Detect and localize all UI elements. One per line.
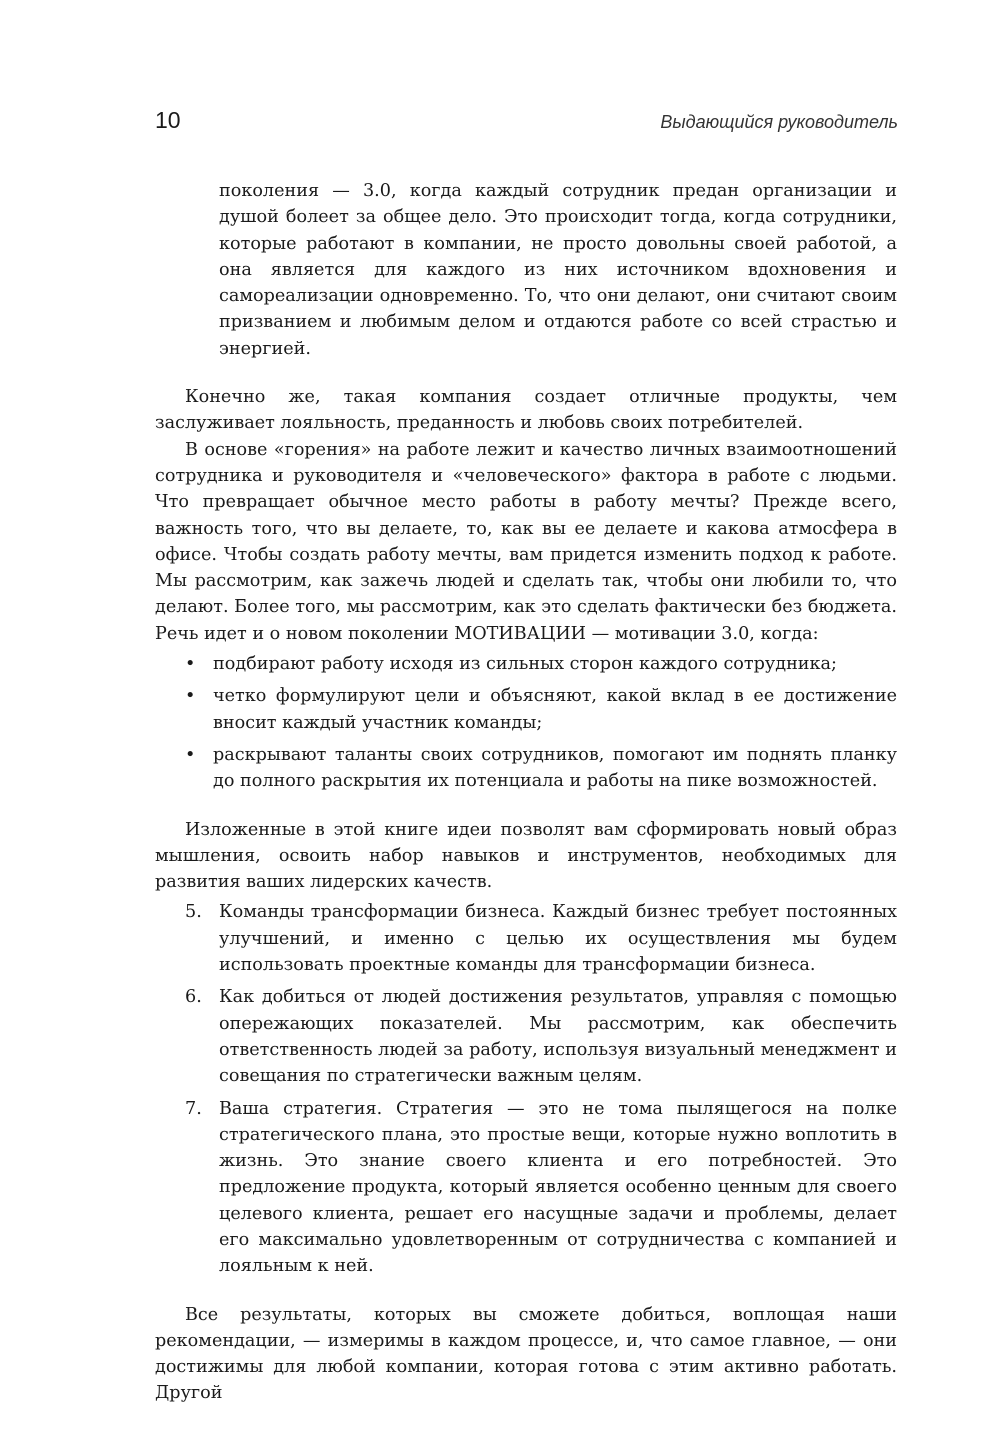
list-item-text: подбирают работу исходя из сильных сторон каждого сотрудника;	[213, 654, 837, 675]
list-item-text: Как добиться от людей достижения результатов, управляя с помощью опережающих показателей. Мы рассмотрим, как обеспечить ответственность людей за работу, используя визуальный менеджмент и совещания по стратегически важным целям.	[219, 987, 897, 1087]
list-number: 5.	[185, 902, 202, 923]
running-head: Выдающийся руководитель	[660, 112, 898, 132]
list-item-text: Команды трансформации бизнеса. Каждый бизнес требует постоянных улучшений, и именно с целью их осуществления мы будем использовать проектные команды для трансформации бизнеса.	[219, 902, 897, 976]
bullet-list	[155, 651, 897, 794]
list-item	[155, 984, 897, 1089]
page-number: 10	[155, 107, 181, 133]
list-item	[155, 742, 897, 795]
list-number: 6.	[185, 987, 202, 1008]
bullet-icon: •	[185, 654, 196, 675]
bullet-icon: •	[185, 744, 196, 765]
paragraph: Все результаты, которых вы сможете добиться, воплощая наши рекомендации, — измеримы в каждом процессе, и, что самое главное, — они достижимы для любой компании, которая готова с этим активно работать. Другой	[155, 1304, 897, 1404]
list-item	[155, 899, 897, 978]
body-text	[155, 178, 897, 1407]
bullet-icon: •	[185, 686, 196, 707]
list-item	[155, 651, 897, 677]
list-number: 7.	[185, 1098, 202, 1119]
paragraph: В основе «горения» на работе лежит и качество личных взаимоотношений сотрудника и руководителя и «человеческого» фактора в работе с людьми. Что превращает обычное место работы в работу мечты? Прежде всего, важность того, что вы делаете, то, как вы ее делаете и какова атмосфера в офисе. Чтобы создать работу мечты, вам придется изменить подход к работе. Мы рассмотрим, как зажечь людей и сделать так, чтобы они любили то, что делают. Более того, мы рассмотрим, как это сделать фактически без бюджета. Речь идет и о новом поколении МОТИВАЦИИ — мотивации 3.0, когда:	[155, 439, 897, 644]
list-item	[155, 683, 897, 736]
list-item	[155, 1096, 897, 1280]
list-item-text: четко формулируют цели и объясняют, какой вклад в ее достижение вносит каждый участник команды;	[213, 686, 897, 733]
numbered-list	[155, 899, 897, 1279]
inset-paragraph: поколения — 3.0, когда каждый сотрудник предан организации и душой болеет за общее дело. Это происходит тогда, когда сотрудники, которые работают в компании, не просто довольны своей работой, а она является для каждого из них источником вдохновения и самореализации одновременно. То, что они делают, они считают своим призванием и любимым делом и отдаются работе со всей страстью и энергией.	[219, 181, 897, 359]
paragraph: Конечно же, такая компания создает отличные продукты, чем заслуживает лояльность, преданность и любовь своих потребителей.	[155, 387, 897, 434]
list-item-text: Ваша стратегия. Стратегия — это не тома пылящегося на полке стратегического плана, это простые вещи, которые нужно воплотить в жизнь. Это знание своего клиента и его потребностей. Это предложение продукта, который является особенно ценным для своего целевого клиента, решает его насущные задачи и проблемы, делает его максимально удовлетворенным от сотрудничества с компанией и лояльным к ней.	[219, 1098, 897, 1277]
list-item-text: раскрывают таланты своих сотрудников, помогают им поднять планку до полного раскрытия их потенциала и работы на пике возможностей.	[213, 744, 897, 792]
paragraph: Изложенные в этой книге идеи позволят вам сформировать новый образ мышления, освоить набор навыков и инструментов, необходимых для развития ваших лидерских качеств.	[155, 819, 897, 893]
